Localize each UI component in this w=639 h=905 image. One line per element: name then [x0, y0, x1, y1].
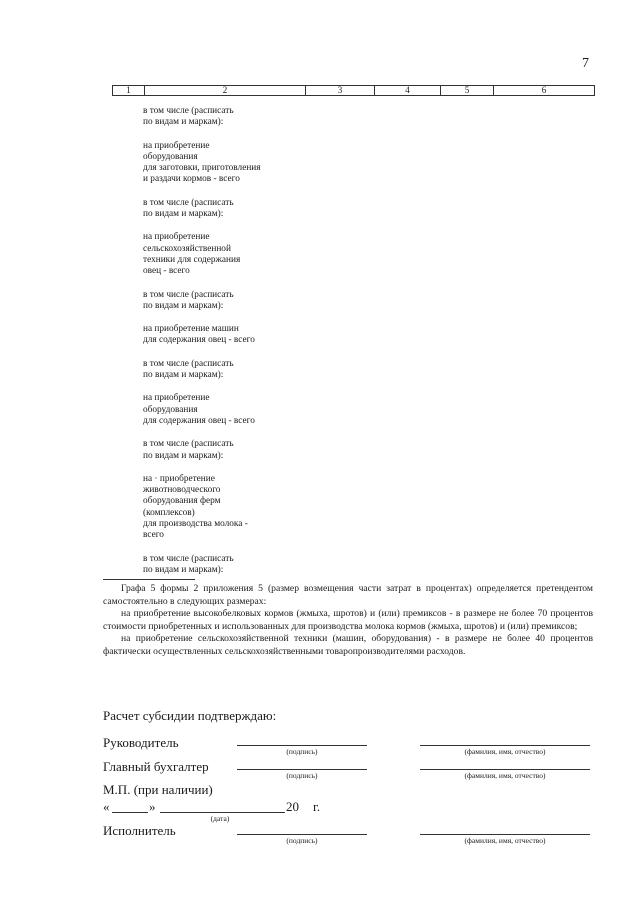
row-text-line: для производства молока -: [143, 519, 248, 530]
column-header: 5: [441, 86, 494, 96]
stamp-label: М.П. (при наличии): [103, 782, 213, 797]
row-text-line: по видам и маркам):: [143, 370, 224, 381]
notes: [103, 583, 593, 659]
signature-line: [237, 834, 367, 835]
executor-label: Исполнитель: [103, 823, 176, 838]
row-text-line: в том числе (расписать: [143, 439, 234, 450]
date-open-quote: «: [103, 799, 110, 814]
column-header: 3: [306, 86, 375, 96]
table-row: [143, 198, 271, 221]
year-suffix: г.: [313, 799, 321, 814]
table-header: [112, 85, 595, 96]
signature-line: [237, 745, 367, 746]
table-row: [143, 106, 271, 129]
row-text-line: в том числе (расписать: [143, 197, 234, 208]
signature-caption: (подпись): [286, 771, 318, 780]
date-close-quote: »: [149, 799, 156, 814]
name-caption: (фамилия, имя, отчество): [464, 836, 546, 845]
note-paragraph: Графа 5 формы 2 приложения 5 (размер возмещения части затрат в процентах) определяется претендентом самостоятельно в следующих размерах:: [103, 583, 593, 607]
row-text-line: в том числе (расписать: [143, 358, 234, 369]
column-header: 2: [145, 86, 306, 96]
row-text-line: для содержания овец - всего: [143, 335, 255, 346]
page-number: 7: [582, 56, 589, 71]
row-text-line: на приобретение: [143, 393, 210, 404]
year-prefix: 20: [286, 799, 299, 814]
row-text-line: по видам и маркам):: [143, 564, 224, 575]
row-text-line: для содержания овец - всего: [143, 415, 255, 426]
row-text-line: по видам и маркам):: [143, 117, 224, 128]
table-row: [143, 232, 271, 277]
row-text-line: оборудования ферм: [143, 496, 221, 507]
column-header: 6: [494, 86, 595, 96]
table-row: [143, 359, 271, 382]
row-text-line: (комплексов): [143, 507, 195, 518]
table-body: [143, 106, 271, 588]
row-text-line: по видам и маркам):: [143, 300, 224, 311]
table-row: [143, 554, 271, 577]
chief-accountant-label: Главный бухгалтер: [103, 759, 209, 774]
row-text-line: и раздачи кормов - всего: [143, 174, 240, 185]
date-caption: (дата): [210, 814, 230, 823]
table-row: [143, 393, 271, 427]
column-header: 1: [113, 86, 145, 96]
column-header: 4: [375, 86, 441, 96]
row-text-line: на · приобретение: [143, 473, 215, 484]
name-line: [420, 745, 590, 746]
date-month-line: [160, 812, 285, 813]
row-text-line: на приобретение: [143, 140, 210, 151]
note-paragraph: на приобретение сельскохозяйственной техники (машин, оборудования) - в размере не более 40 процентов фактически осуществленных сельскохозяйственными товаропроизводителями расходов.: [103, 633, 593, 657]
row-text-line: по видам и маркам):: [143, 209, 224, 220]
footnote-divider: [103, 579, 195, 580]
note-paragraph: на приобретение высокобелковых кормов (жмыха, шротов) и (или) премиксов - в размере не более 70 процентов стоимости приобретенных и использованных для производства молока кормов (жмыха, шротов) и (или) премиксов;: [103, 608, 593, 632]
row-text-line: животноводческого: [143, 485, 221, 496]
row-text-line: сельскохозяйственной: [143, 243, 231, 254]
name-caption: (фамилия, имя, отчество): [464, 747, 546, 756]
row-text-line: в том числе (расписать: [143, 553, 234, 564]
row-text-line: овец - всего: [143, 266, 190, 277]
row-text-line: на приобретение: [143, 232, 210, 243]
row-text-line: оборудования: [143, 404, 198, 415]
row-text-line: на приобретение машин: [143, 324, 239, 335]
signature-caption: (подпись): [286, 747, 318, 756]
row-text-line: в том числе (расписать: [143, 289, 234, 300]
confirm-text: Расчет субсидии подтверждаю:: [103, 708, 277, 723]
row-text-line: для заготовки, приготовления: [143, 163, 261, 174]
table-row: [143, 141, 271, 186]
row-text-line: всего: [143, 530, 164, 541]
table-row: [143, 324, 271, 347]
row-text-line: оборудования: [143, 151, 198, 162]
name-line: [420, 834, 590, 835]
row-text-line: по видам и маркам):: [143, 450, 224, 461]
row-text-line: техники для содержания: [143, 254, 241, 265]
head-label: Руководитель: [103, 735, 179, 750]
row-text-line: в том числе (расписать: [143, 106, 234, 116]
signature-line: [237, 769, 367, 770]
table-row: [143, 290, 271, 313]
table-row: [143, 474, 271, 542]
date-day-line: [112, 812, 148, 813]
name-caption: (фамилия, имя, отчество): [464, 771, 546, 780]
signature-caption: (подпись): [286, 836, 318, 845]
table-row: [143, 439, 271, 462]
name-line: [420, 769, 590, 770]
